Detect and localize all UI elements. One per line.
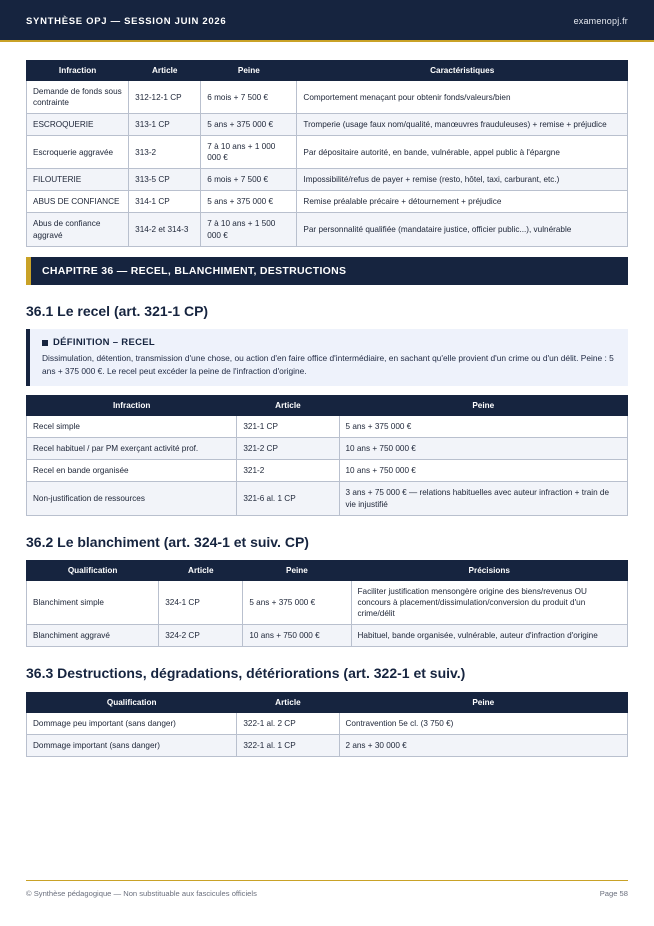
footer-copyright: © Synthèse pédagogique — Non substituable aux fascicules officiels: [26, 889, 257, 898]
table-header-row: [27, 396, 628, 416]
table-recel: [26, 395, 628, 515]
table-row: [27, 482, 628, 515]
section-title-36-3: 36.3 Destructions, dégradations, détériorations (art. 322-1 et suiv.): [26, 665, 466, 682]
table-row: [27, 81, 628, 114]
cell-precisions: Habituel, bande organisée, vulnérable, auteur d'infraction d'origine: [351, 625, 627, 647]
column-header-peine: Peine: [243, 561, 351, 581]
cell-article: 322-1 al. 2 CP: [237, 712, 339, 734]
definition-title-row: [42, 337, 618, 348]
cell-caracteristiques: Tromperie (usage faux nom/qualité, manœuvres frauduleuses) + remise + préjudice: [297, 114, 628, 136]
cell-caracteristiques: Impossibilité/refus de payer + remise (resto, hôtel, taxi, carburant, etc.): [297, 169, 628, 191]
page-footer: [0, 880, 654, 926]
cell-infraction: Recel en bande organisée: [27, 460, 237, 482]
cell-caracteristiques: Par personnalité qualifiée (mandataire justice, officier public...), vulnérable: [297, 213, 628, 246]
table-row: [27, 213, 628, 246]
cell-peine: 5 ans + 375 000 €: [201, 114, 297, 136]
cell-article: 321-2: [237, 460, 339, 482]
cell-peine: 5 ans + 375 000 €: [243, 581, 351, 625]
cell-infraction: Non-justification de ressources: [27, 482, 237, 515]
table-row: [27, 114, 628, 136]
cell-article: 314-2 et 314-3: [129, 213, 201, 246]
column-header-peine: Peine: [339, 396, 628, 416]
cell-peine: 5 ans + 375 000 €: [201, 191, 297, 213]
cell-infraction: Demande de fonds sous contrainte: [27, 81, 129, 114]
cell-peine: 10 ans + 750 000 €: [339, 438, 628, 460]
cell-article: 321-1 CP: [237, 416, 339, 438]
definition-title-label: DÉFINITION – RECEL: [53, 337, 155, 349]
table-row: [27, 191, 628, 213]
column-header-caracteristiques: Caractéristiques: [297, 61, 628, 81]
table-row: [27, 169, 628, 191]
table-row: [27, 581, 628, 625]
cell-peine: 5 ans + 375 000 €: [339, 416, 628, 438]
page-header: [0, 0, 654, 42]
cell-caracteristiques: Par dépositaire autorité, en bande, vulnérable, appel public à l'épargne: [297, 136, 628, 169]
column-header-article: Article: [159, 561, 243, 581]
table-header-row: [27, 61, 628, 81]
column-header-qualification: Qualification: [27, 692, 237, 712]
table-header-row: [27, 692, 628, 712]
cell-peine: 6 mois + 7 500 €: [201, 81, 297, 114]
definition-text: Dissimulation, détention, transmission d'une chose, ou action d'en faire office d'intermédiaire, en sachant qu'elle provient d'un crime ou d'un délit. Peine : 5 ans + 375 000 €. Le recel peut excéder la peine de l'infraction d'origine.: [42, 353, 614, 376]
chapter-banner: [26, 257, 628, 285]
cell-peine: 6 mois + 7 500 €: [201, 169, 297, 191]
table-destructions: [26, 692, 628, 757]
cell-article: 314-1 CP: [129, 191, 201, 213]
page-content: [0, 42, 654, 757]
column-header-article: Article: [237, 396, 339, 416]
column-header-article: Article: [129, 61, 201, 81]
footer-row: [26, 889, 628, 898]
cell-infraction: Abus de confiance aggravé: [27, 213, 129, 246]
column-header-qualification: Qualification: [27, 561, 159, 581]
table-row: [27, 136, 628, 169]
cell-qualification: Dommage peu important (sans danger): [27, 712, 237, 734]
table-blanchiment: [26, 560, 628, 647]
chapter-accent-bar: [26, 257, 31, 285]
cell-qualification: Blanchiment aggravé: [27, 625, 159, 647]
cell-infraction: FILOUTERIE: [27, 169, 129, 191]
cell-article: 313-5 CP: [129, 169, 201, 191]
cell-article: 312-12-1 CP: [129, 81, 201, 114]
cell-infraction: ESCROQUERIE: [27, 114, 129, 136]
cell-peine: 7 à 10 ans + 1 000 000 €: [201, 136, 297, 169]
cell-article: 324-2 CP: [159, 625, 243, 647]
table-row: [27, 460, 628, 482]
column-header-infraction: Infraction: [27, 396, 237, 416]
cell-peine: 10 ans + 750 000 €: [243, 625, 351, 647]
table-row: [27, 438, 628, 460]
table-header-row: [27, 561, 628, 581]
footer-page-number: Page 58: [599, 889, 628, 898]
cell-peine: 10 ans + 750 000 €: [339, 460, 628, 482]
cell-article: 324-1 CP: [159, 581, 243, 625]
cell-peine: 2 ans + 30 000 €: [339, 734, 628, 756]
cell-article: 322-1 al. 1 CP: [237, 734, 339, 756]
definition-box-recel: [26, 329, 628, 386]
section-title-36-2: 36.2 Le blanchiment (art. 324-1 et suiv. CP): [26, 533, 309, 550]
cell-precisions: Faciliter justification mensongère origine des biens/revenus OU concours à placement/dissimulation/conversion du produit d'un crime/délit: [351, 581, 627, 625]
column-header-peine: Peine: [339, 692, 628, 712]
column-header-infraction: Infraction: [27, 61, 129, 81]
table-row: [27, 712, 628, 734]
footer-accent-rule: [26, 880, 628, 881]
cell-caracteristiques: Remise préalable précaire + détournement + préjudice: [297, 191, 628, 213]
section-title-36-1: 36.1 Le recel (art. 321-1 CP): [26, 302, 209, 319]
cell-qualification: Dommage important (sans danger): [27, 734, 237, 756]
column-header-precisions: Précisions: [351, 561, 627, 581]
cell-article: 321-6 al. 1 CP: [237, 482, 339, 515]
column-header-peine: Peine: [201, 61, 297, 81]
cell-caracteristiques: Comportement menaçant pour obtenir fonds/valeurs/bien: [297, 81, 628, 114]
table-row: [27, 734, 628, 756]
header-site-label: examenopj.fr: [573, 16, 628, 26]
table-row: [27, 625, 628, 647]
cell-article: 321-2 CP: [237, 438, 339, 460]
cell-qualification: Blanchiment simple: [27, 581, 159, 625]
cell-peine: 3 ans + 75 000 € — relations habituelles avec auteur infraction + train de vie injustifié: [339, 482, 628, 515]
cell-infraction: Recel simple: [27, 416, 237, 438]
column-header-article: Article: [237, 692, 339, 712]
chapter-banner-label: CHAPITRE 36 — RECEL, BLANCHIMENT, DESTRUCTIONS: [42, 264, 347, 277]
cell-peine: Contravention 5e cl. (3 750 €): [339, 712, 628, 734]
square-bullet-icon: [42, 340, 48, 346]
cell-article: 313-1 CP: [129, 114, 201, 136]
cell-infraction: Escroquerie aggravée: [27, 136, 129, 169]
table-escroquerie: [26, 60, 628, 247]
cell-infraction: ABUS DE CONFIANCE: [27, 191, 129, 213]
cell-article: 313-2: [129, 136, 201, 169]
table-row: [27, 416, 628, 438]
header-title: SYNTHÈSE OPJ — SESSION JUIN 2026: [26, 15, 227, 27]
header-accent-rule: [0, 40, 654, 42]
cell-infraction: Recel habituel / par PM exerçant activité prof.: [27, 438, 237, 460]
cell-peine: 7 à 10 ans + 1 500 000 €: [201, 213, 297, 246]
